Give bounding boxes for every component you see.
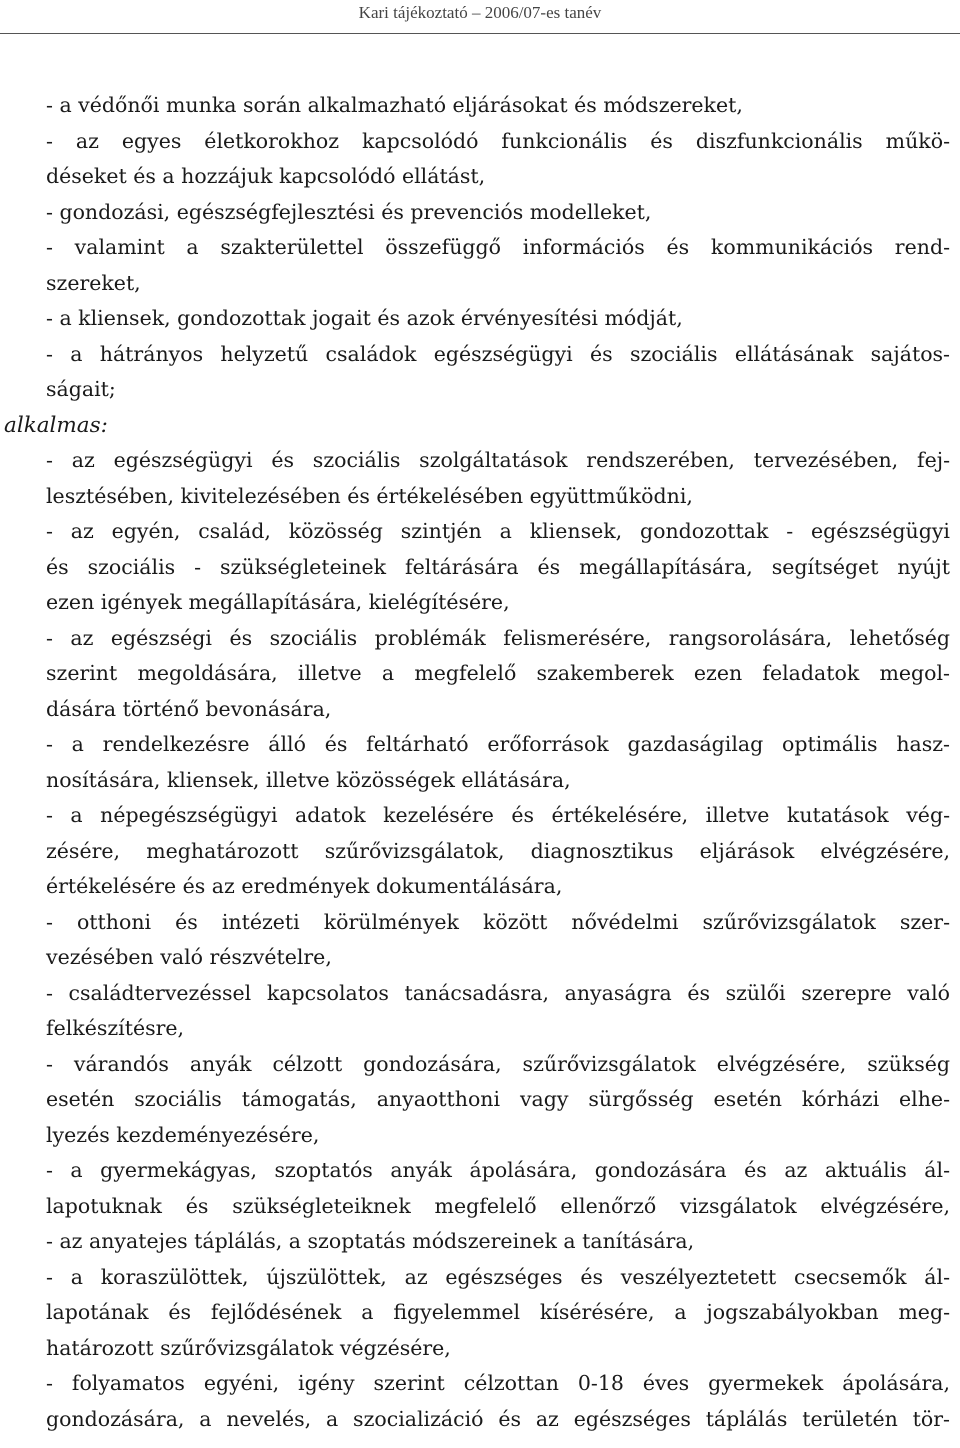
text-line: - várandós anyák célzott gondozására, szűrővizsgálatok elvégzésére, szükség <box>46 1051 950 1076</box>
text-line: ezen igények megállapítására, kielégítésére, <box>46 590 510 614</box>
text-line: felkészítésre, <box>46 1016 185 1040</box>
text-line: nosítására, kliensek, illetve közösségek ellátására, <box>46 767 571 792</box>
text-line: - a hátrányos helyzetű családok egészségügyi és szociális ellátásának sajátos- <box>46 341 950 366</box>
text-line: - az egyes életkorokhoz kapcsolódó funkcionális és diszfunkcionális műkö- <box>46 128 950 153</box>
running-header-title: Kari tájékoztató – 2006/07-es tanév <box>358 3 602 22</box>
text-line: lapotuknak és szükségleteiknek megfelelő ellenőrző vizsgálatok elvégzésére, <box>46 1193 950 1218</box>
text-line: - valamint a szakterülettel összefüggő információs és kommunikációs rend- <box>46 235 950 259</box>
text-line: - az egyén, család, közösség szintjén a kliensek, gondozottak - egészségügyi <box>46 519 950 543</box>
text-line: - a népegészségügyi adatok kezelésére és értékelésére, illetve kutatások vég- <box>46 803 950 827</box>
text-line: lyezés kezdeményezésére, <box>46 1122 320 1147</box>
document-body <box>0 88 960 1437</box>
section-subheading: alkalmas: <box>4 412 108 438</box>
text-line: és szociális - szükségleteinek feltárására és megállapítására, segítséget nyújt <box>46 554 950 579</box>
text-line: - a rendelkezésre álló és feltárható erőforrások gazdaságilag optimális hasz- <box>46 732 950 756</box>
knowledge-list <box>0 88 960 408</box>
text-line: - családtervezéssel kapcsolatos tanácsadásra, anyaságra és szülői szerepre való <box>46 980 950 1005</box>
running-header <box>0 0 960 28</box>
header-rule <box>0 33 960 34</box>
text-line: szerint megoldására, illetve a megfelelő szakemberek ezen feladatok megol- <box>46 661 950 685</box>
text-line: határozott szűrővizsgálatok végzésére, <box>46 1335 451 1360</box>
text-line: - az egészségi és szociális problémák felismerésére, rangsorolására, lehetőség <box>46 625 950 650</box>
text-line: esetén szociális támogatás, anyaotthoni vagy sürgősség esetén kórházi elhe- <box>46 1087 950 1111</box>
text-line: lesztésében, kivitelezésében és értékelésében együttműködni, <box>46 483 693 508</box>
text-line: vezésében való részvételre, <box>46 945 332 969</box>
text-line: déseket és a hozzájuk kapcsolódó ellátást, <box>46 164 486 188</box>
competence-list <box>0 443 960 1437</box>
text-line: - a kliensek, gondozottak jogait és azok érvényesítési módját, <box>46 306 683 330</box>
text-line: - otthoni és intézeti körülmények között nővédelmi szűrővizsgálatok szer- <box>46 909 950 934</box>
text-line: szereket, <box>46 270 141 295</box>
text-line: - a koraszülöttek, újszülöttek, az egészséges és veszélyeztetett csecsemők ál- <box>46 1264 950 1289</box>
text-line: - gondozási, egészségfejlesztési és prevenciós modelleket, <box>46 199 652 224</box>
text-line: - az egészségügyi és szociális szolgáltatások rendszerében, tervezésében, fej- <box>46 448 950 472</box>
text-line: lapotának és fejlődésének a figyelemmel kísérésére, a jogszabályokban meg- <box>46 1300 950 1324</box>
text-line: értékelésére és az eredmények dokumentálására, <box>46 874 563 898</box>
text-line: ságait; <box>46 377 116 401</box>
text-line: - a védőnői munka során alkalmazható eljárásokat és módszereket, <box>46 93 743 117</box>
text-line: dására történő bevonására, <box>46 696 332 721</box>
text-line: - a gyermekágyas, szoptatós anyák ápolására, gondozására és az aktuális ál- <box>46 1158 950 1182</box>
text-line: - az anyatejes táplálás, a szoptatás módszereinek a tanítására, <box>46 1229 695 1253</box>
text-line: zésére, meghatározott szűrővizsgálatok, diagnosztikus eljárások elvégzésére, <box>46 838 950 863</box>
text-line: - folyamatos egyéni, igény szerint célzottan 0-18 éves gyermekek ápolására, <box>46 1371 950 1395</box>
text-line: gondozására, a nevelés, a szocializáció és az egészséges táplálás területén tör- <box>46 1406 950 1431</box>
